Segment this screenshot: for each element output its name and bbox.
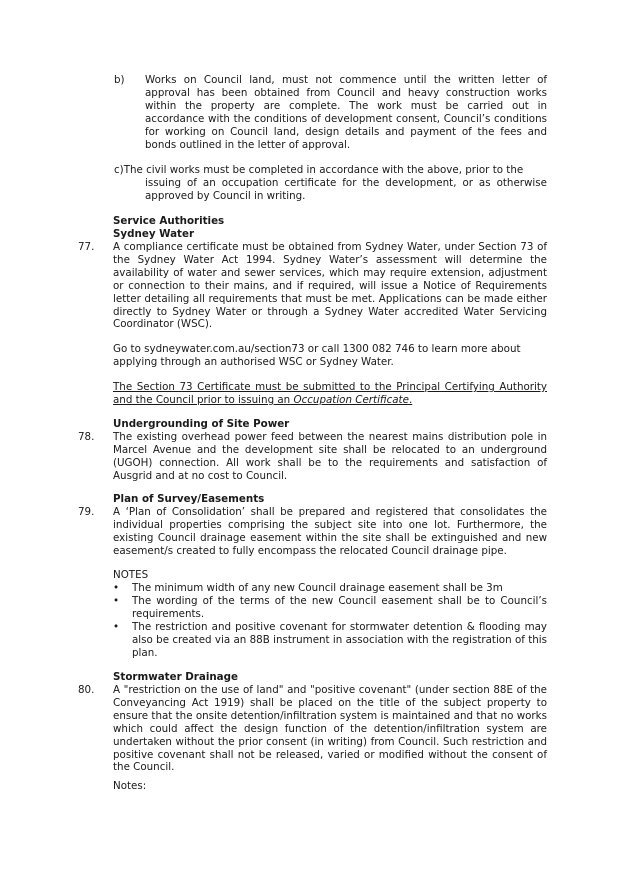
heading-service-authorities: Service Authorities	[113, 215, 225, 227]
note-bullet: •	[113, 595, 120, 607]
condition-79-number: 79.	[78, 506, 95, 518]
condition-77-requirement	[113, 381, 547, 407]
condition-77-text: A compliance certificate must be obtained from Sydney Water, under Section 73 of the Sydney Water Act 1994. Sydney Water’s assessment will determine the availability of water and sewer services, which may require extension, adjustment or connection to their mains, and if required, will issue a Notice of Requirements letter detailing all requirements that must be met. Applications can be made either directly to Sydney Water or through a Sydney Water accredited Water Servicing Coordinator (WSC).	[113, 241, 547, 331]
condition-78-text: The existing overhead power feed between the nearest mains distribution pole in Marcel Avenue and the development site shall be relocated to an underground (UGOH) connection. All work shall be to the requirements and satisfaction of Ausgrid and at no cost to Council.	[113, 431, 547, 482]
condition-80-number: 80.	[78, 684, 95, 696]
condition-80-text: A "restriction on the use of land" and "positive covenant" (under section 88E of the Conveyancing Act 1919) shall be placed on the title of the subject property to ensure that the onsite detention/infiltration system is maintained and that no works which could affect the design function of the detention/infiltration system are undertaken without the prior consent (in writing) from Council. Such restriction and positive covenant shall not be released, varied or modified without the consent of the Council.	[113, 684, 547, 774]
item-b-text: Works on Council land, must not commence until the written letter of approval has been obtained from Council and heavy construction works within the property are complete. The work must be carried out in accordance with the conditions of development consent, Council’s conditions for working on Council land, design details and payment of the fees and bonds outlined in the letter of approval.	[145, 74, 547, 151]
heading-stormwater-drainage: Stormwater Drainage	[113, 671, 238, 683]
item-c-first-line: The civil works must be completed in accordance with the above, prior to the	[123, 164, 524, 176]
requirement-italic: Occupation Certificate	[293, 393, 409, 406]
item-c-block	[114, 164, 547, 177]
note-item: The restriction and positive covenant for stormwater detention & flooding may also be created via an 88B instrument in association with the registration of this plan.	[132, 621, 547, 659]
note-item: The wording of the terms of the new Council easement shall be to Council’s requirements.	[132, 595, 547, 620]
condition-78-number: 78.	[78, 431, 95, 443]
heading-plan-of-survey: Plan of Survey/Easements	[113, 493, 265, 505]
notes-label: NOTES	[113, 569, 149, 581]
note-bullet: •	[113, 582, 120, 594]
note-item: The minimum width of any new Council drainage easement shall be 3m	[132, 582, 503, 594]
heading-undergrounding: Undergrounding of Site Power	[113, 418, 290, 430]
note-bullet: •	[113, 621, 120, 633]
item-c-label: c)	[114, 164, 124, 176]
item-c-text: issuing of an occupation certificate for the development, or as otherwise approved by Council in writing.	[145, 177, 547, 202]
requirement-end: .	[408, 393, 413, 406]
condition-79-text: A ‘Plan of Consolidation’ shall be prepared and registered that consolidates the individual properties comprising the subject site into one lot. Furthermore, the existing Council drainage easement within the site shall be extinguished and new easement/s created to fully encompass the relocated Council drainage pipe.	[113, 506, 547, 557]
heading-sydney-water: Sydney Water	[113, 228, 195, 240]
condition-77-goto: Go to sydneywater.com.au/section73 or call 1300 082 746 to learn more about applying through an authorised WSC or Sydney Water.	[113, 343, 521, 368]
item-b-label: b)	[114, 74, 125, 86]
requirement-main: The Section 73 Certificate must be submitted to the Principal Certifying Authority and the Council prior to issuing an	[113, 381, 547, 406]
condition-80-notes-label: Notes:	[113, 780, 147, 792]
condition-77-number: 77.	[78, 241, 95, 253]
